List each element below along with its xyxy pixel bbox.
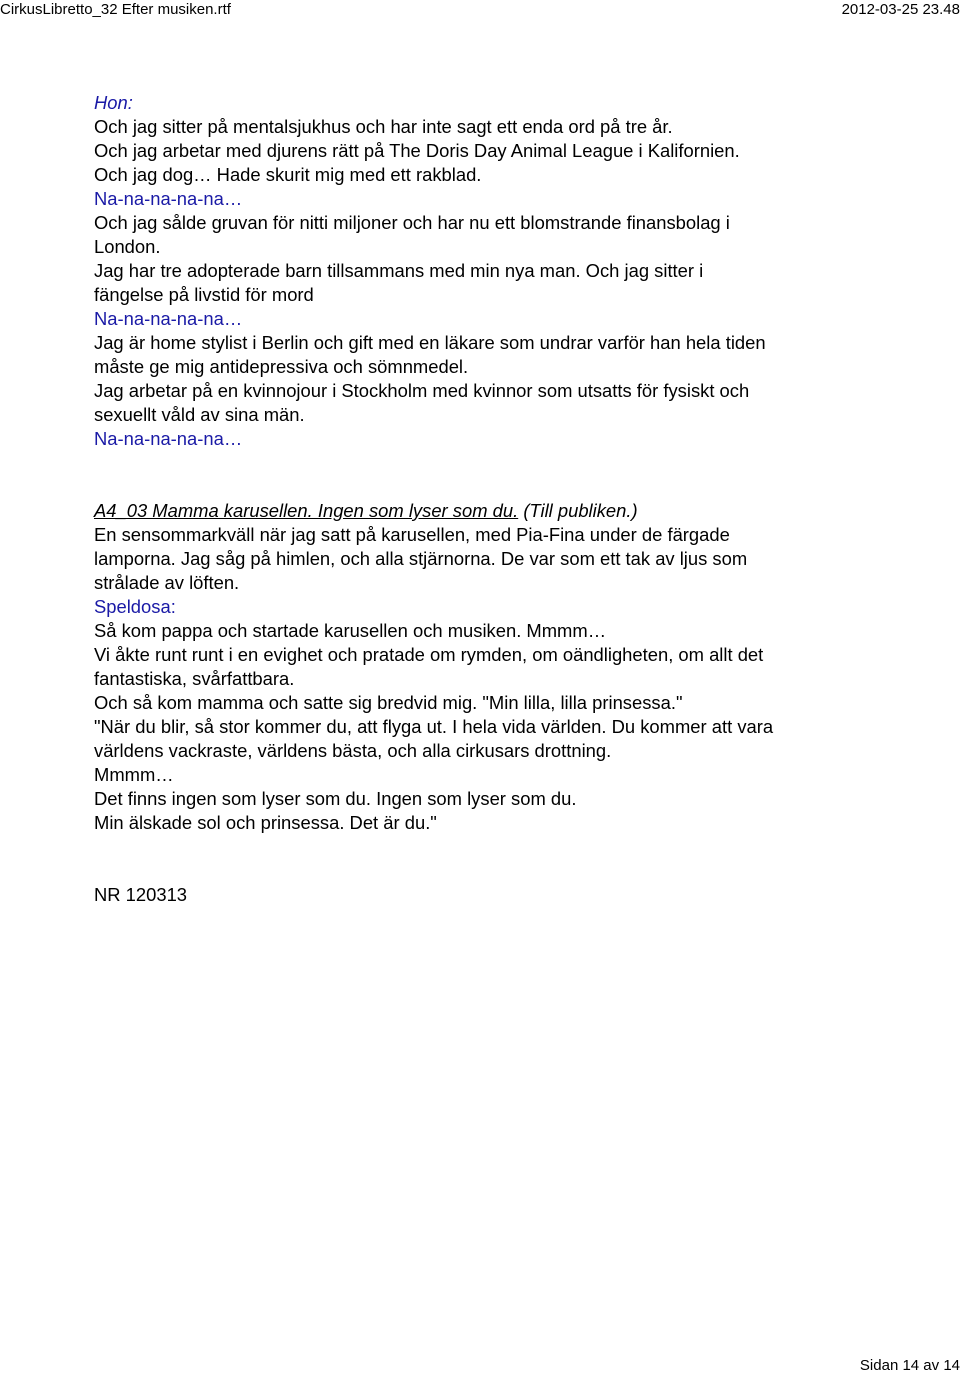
text-line: Och jag sitter på mentalsjukhus och har inte sagt ett enda ord på tre år.	[94, 116, 673, 137]
text-line: Och jag dog… Hade skurit mig med ett rakblad.	[94, 164, 482, 185]
text-line: strålade av löften.	[94, 572, 240, 593]
spacer	[94, 451, 864, 499]
text-line: Vi åkte runt runt i en evighet och pratade om rymden, om oändligheten, om allt det	[94, 644, 764, 665]
text-line: "När du blir, så stor kommer du, att flyga ut. I hela vida världen. Du kommer att vara	[94, 716, 774, 737]
text-line: Det finns ingen som lyser som du. Ingen som lyser som du.	[94, 788, 577, 809]
text-line: Min älskade sol och prinsessa. Det är du."	[94, 812, 437, 833]
signature: NR 120313	[94, 884, 188, 905]
text-line: Mmmm…	[94, 764, 174, 785]
text-line: lamporna. Jag såg på himlen, och alla stjärnorna. De var som ett tak av ljus som	[94, 548, 748, 569]
speaker-label: Speldosa:	[94, 596, 176, 617]
speaker-label: Hon:	[94, 92, 133, 113]
text-line: måste ge mig antidepressiva och sömnmedel.	[94, 356, 469, 377]
page-number: Sidan 14 av 14	[859, 1357, 960, 1374]
text-line: Och jag arbetar med djurens rätt på The Doris Day Animal League i Kalifornien.	[94, 140, 740, 161]
text-line: Jag är home stylist i Berlin och gift med en läkare som undrar varför han hela tiden	[94, 332, 766, 353]
text-line: fantastiska, svårfattbara.	[94, 668, 295, 689]
text-line: världens vackraste, världens bästa, och alla cirkusars drottning.	[94, 740, 612, 761]
text-line: fängelse på livstid för mord	[94, 284, 314, 305]
text-line: Na-na-na-na-na…	[94, 308, 243, 329]
text-line: London.	[94, 236, 161, 257]
header-datetime: 2012-03-25 23.48	[841, 1, 960, 18]
text-line: En sensommarkväll när jag satt på karusellen, med Pia-Fina under de färgade	[94, 524, 730, 545]
text-line: Jag arbetar på en kvinnojour i Stockholm med kvinnor som utsatts för fysiskt och	[94, 380, 750, 401]
spacer	[94, 835, 864, 883]
scene-heading	[94, 499, 864, 523]
text-line: Så kom pappa och startade karusellen och musiken. Mmmm…	[94, 620, 607, 641]
text-line: Na-na-na-na-na…	[94, 188, 243, 209]
scene-title: A4_03 Mamma karusellen. Ingen som lyser som du.	[94, 500, 519, 521]
document-body	[94, 91, 864, 907]
text-line: Jag har tre adopterade barn tillsammans med min nya man. Och jag sitter i	[94, 260, 704, 281]
scene-note: (Till publiken.)	[518, 500, 638, 521]
text-line: sexuellt våld av sina män.	[94, 404, 305, 425]
header-filename: CirkusLibretto_32 Efter musiken.rtf	[0, 1, 231, 18]
text-line: Na-na-na-na-na…	[94, 428, 243, 449]
text-line: Och jag sålde gruvan för nitti miljoner och har nu ett blomstrande finansbolag i	[94, 212, 730, 233]
text-line: Och så kom mamma och satte sig bredvid mig. "Min lilla, lilla prinsessa."	[94, 692, 683, 713]
